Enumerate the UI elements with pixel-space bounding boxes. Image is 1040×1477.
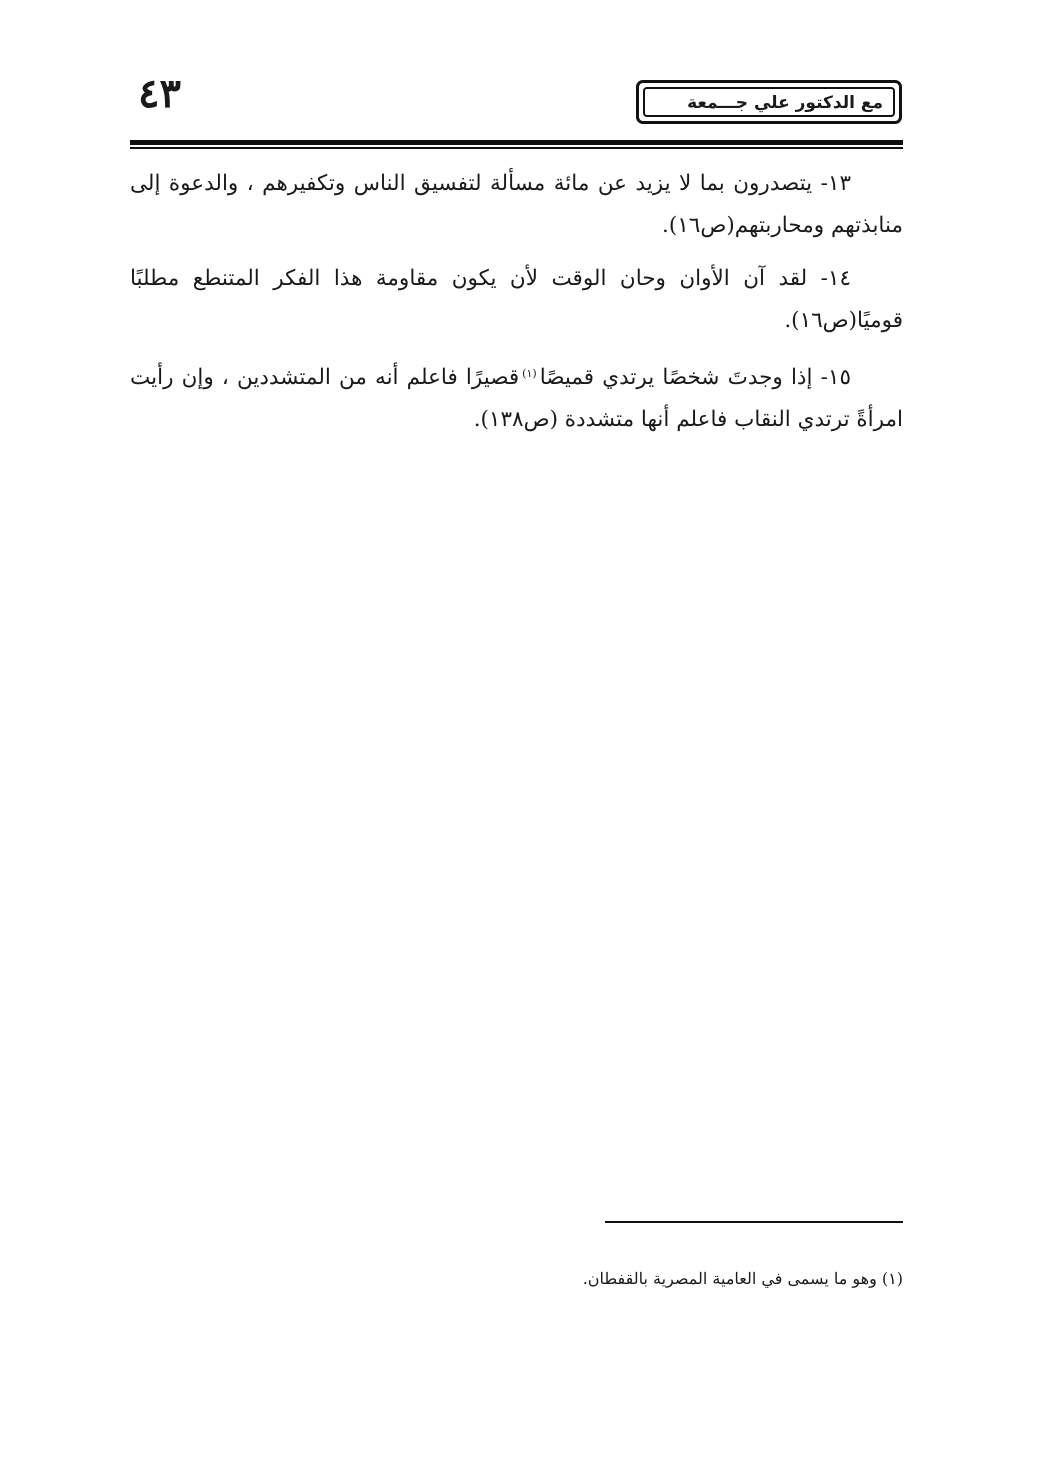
paragraph-text-start: ١٥- إذا وجدتَ شخصًا يرتدي قميصًا [539,365,851,390]
paragraph-14 [130,258,903,342]
running-title-box [636,80,902,124]
body-text [130,163,903,452]
paragraph-13 [130,163,903,247]
footnote-separator [605,1221,903,1223]
paragraph-text: ١٣- يتصدرون بما لا يزيد عن مائة مسألة لتفسيق الناس وتكفيرهم ، والدعوة إلى منابذتهم ومحاربتهم(ص١٦). [130,171,903,238]
paragraph-text-end: قصيرًا فاعلم أنه من المتشددين ، وإن رأيت امرأةً ترتدي النقاب فاعلم أنها متشددة (ص١٣٨). [130,365,903,432]
header-rule-thin [130,147,903,149]
header-rule-thick [130,140,903,145]
footnote-marker: (١) [522,367,537,380]
page-number: ٤٣ [138,70,181,117]
paragraph-15 [130,353,903,441]
footnote: (١) وهو ما يسمى في العامية المصرية بالقفطان. [582,1269,903,1288]
paragraph-text: ١٤- لقد آن الأوان وحان الوقت لأن يكون مقاومة هذا الفكر المتنطع مطلبًا قوميًا(ص١٦). [130,266,903,333]
running-title: مع الدكتور علي جـــمعة [643,87,895,117]
